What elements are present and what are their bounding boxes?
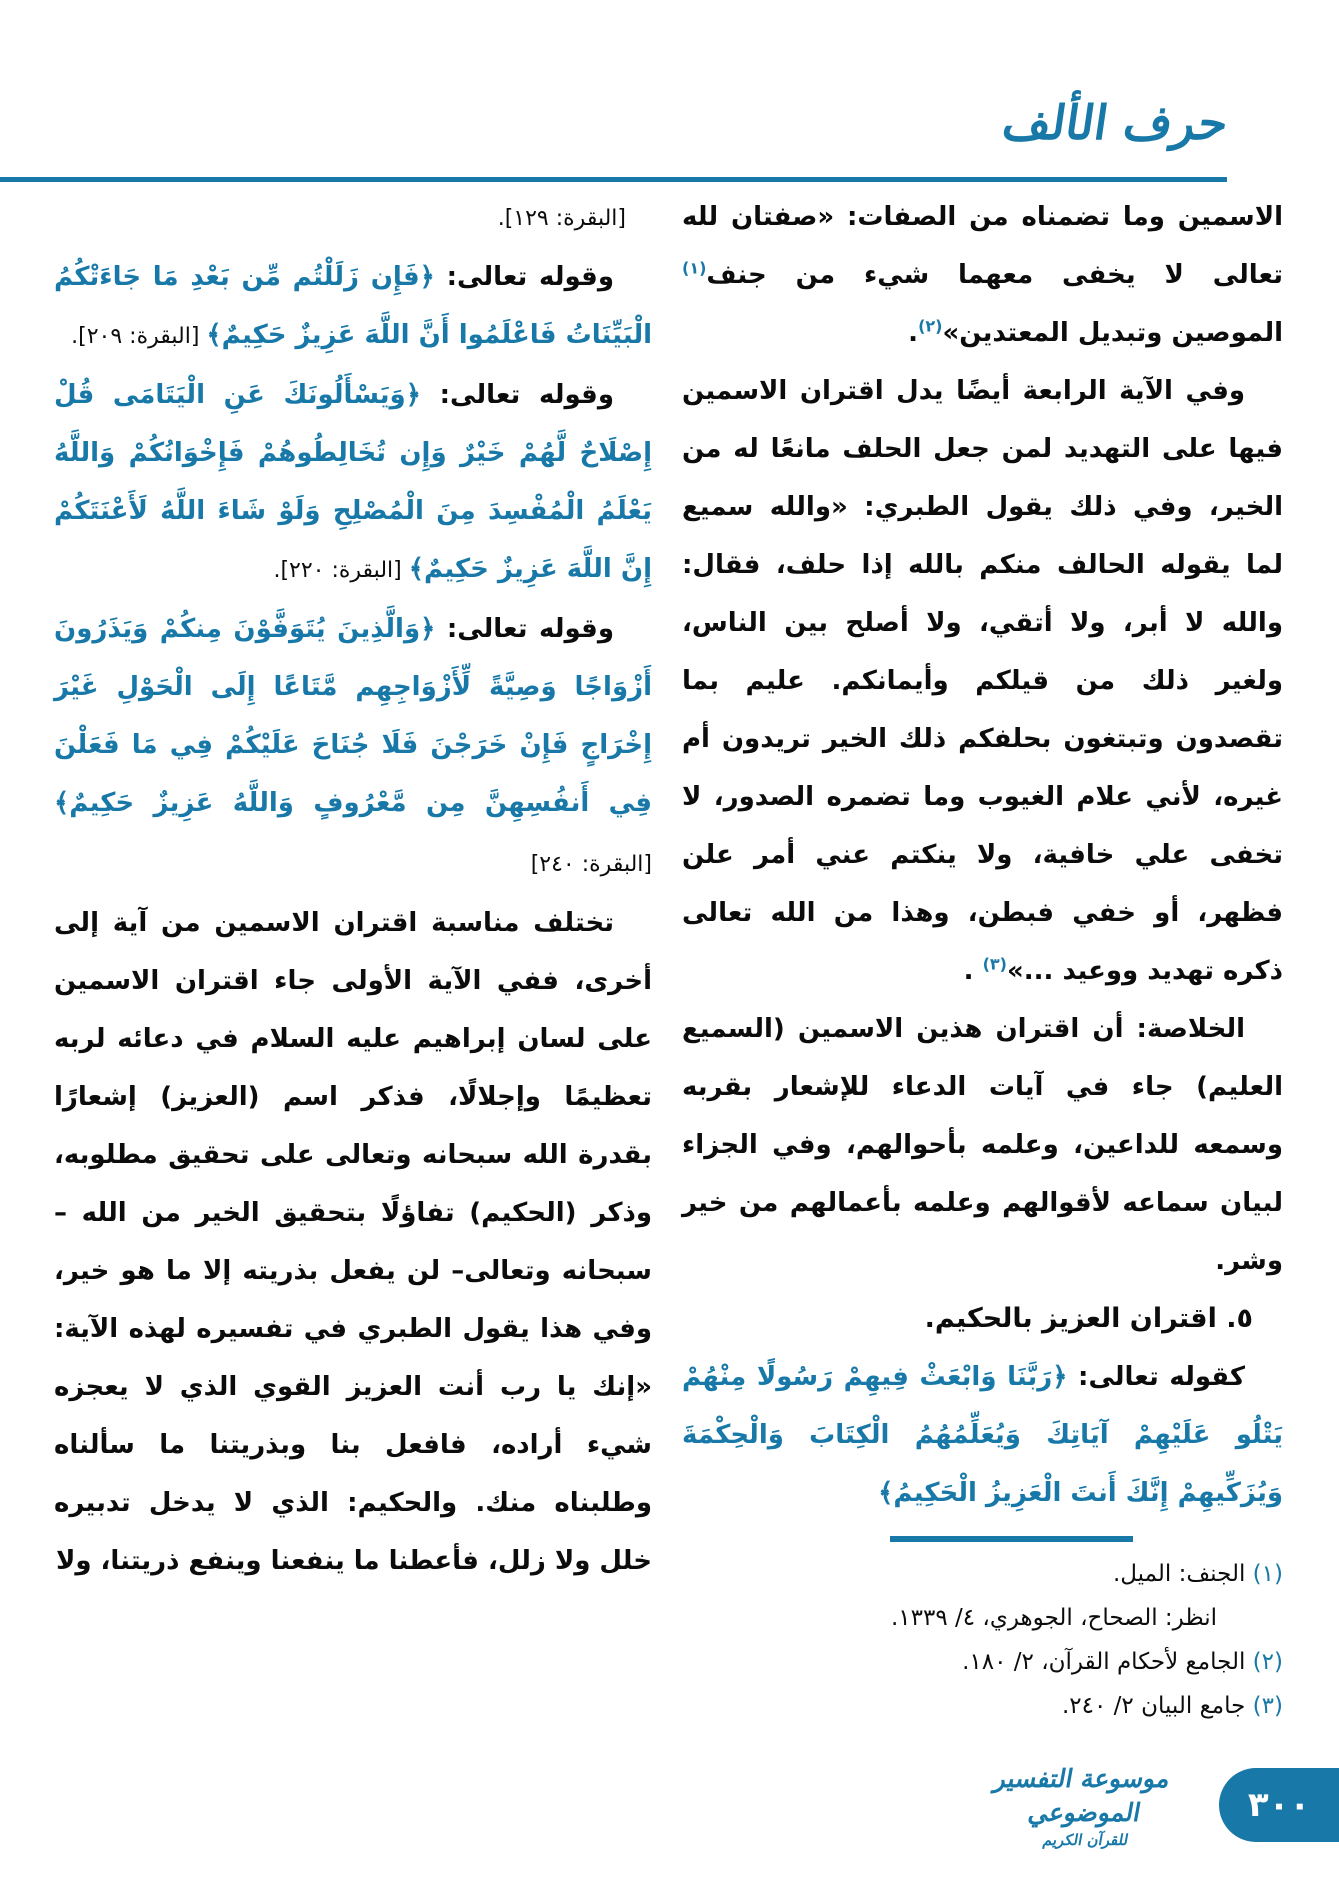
publisher-logo-line1: موسوعة التفسير الموضوعي (991, 1764, 1169, 1827)
paragraph (682, 188, 1283, 362)
publisher-logo-line2: للقرآن الكريم (1041, 1831, 1128, 1849)
footnote-text: الجامع لأحكام القرآن، ٢/ ١٨٠. (962, 1649, 1246, 1675)
body-text: . (963, 956, 983, 986)
verse-citation-line (54, 188, 652, 248)
body-text: وقوله تعالى: (434, 262, 614, 292)
quran-verse: ﴿رَبَّنَا وَابْعَثْ فِيهِمْ رَسُولًا مِنْهُمْ يَتْلُو عَلَيْهِمْ آيَاتِكَ وَيُعَلِّمُهُمُ الْكِتَابَ وَالْحِكْمَةَ وَيُزَكِّيهِمْ إِنَّكَ أَنتَ الْعَزِيزُ الْحَكِيمُ﴾ (682, 1362, 1283, 1508)
quran-verse: ﴿وَيَسْأَلُونَكَ عَنِ الْيَتَامَى قُلْ إِصْلَاحٌ لَّهُمْ خَيْرٌ وَإِن تُخَالِطُوهُمْ فَإِخْوَانُكُمْ وَاللَّهُ يَعْلَمُ الْمُفْسِدَ مِنَ الْمُصْلِحِ وَلَوْ شَاءَ اللَّهُ لَأَعْنَتَكُمْ إِنَّ اللَّهَ عَزِيزٌ حَكِيمٌ﴾ (54, 380, 652, 584)
footnote (682, 1552, 1283, 1596)
footnote (682, 1684, 1283, 1728)
section-heading: ٥. اقتران العزيز بالحكيم. (924, 1303, 1253, 1334)
footnote-text: جامع البيان ٢/ ٢٤٠. (1061, 1693, 1246, 1719)
body-text: الموصين وتبديل المعتدين» (942, 318, 1283, 348)
paragraph: تختلف مناسبة اقتران الاسمين من آية إلى أخرى، ففي الآية الأولى جاء اقتران الاسمين على لسان إبراهيم عليه السلام في دعائه لربه تعظيمًا وإجلالًا، فذكر اسم (العزيز) إشعارًا بقدرة الله سبحانه وتعالى على تحقيق مطلوبه، وذكر (الحكيم) تفاؤلًا بتحقيق الخير من الله – سبحانه وتعالى– لن يفعل بذريته إلا ما هو خير، وفي هذا يقول الطبري في تفسيره لهذه الآية: «إنك يا رب أنت العزيز القوي الذي لا يعجزه شيء أراده، فافعل بنا وبذريتنا ما سألناه وطلبناه منك. والحكيم: الذي لا يدخل تدبيره خلل ولا زلل، فأعطنا ما ينفعنا وينفع ذريتنا، ولا (54, 908, 652, 1576)
quran-verse: ﴿وَالَّذِينَ يُتَوَفَّوْنَ مِنكُمْ وَيَذَرُونَ أَزْوَاجًا وَصِيَّةً لِّأَزْوَاجِهِم مَّتَاعًا إِلَى الْحَوْلِ غَيْرَ إِخْرَاجٍ فَإِنْ خَرَجْنَ فَلَا جُنَاحَ عَلَيْكُمْ فِي مَا فَعَلْنَ فِي أَنفُسِهِنَّ مِن مَّعْرُوفٍ وَاللَّهُ عَزِيزٌ حَكِيمٌ﴾ (54, 614, 652, 818)
footnote-continuation: انظر: الصحاح، الجوهري، ٤/ ١٣٣٩. (890, 1605, 1217, 1631)
paragraph: الخلاصة: أن اقتران هذين الاسمين (السميع العليم) جاء في آيات الدعاء للإشعار بقربه وسمعه للداعين، وعلمه بأحوالهم، وفي الجزاء لبيان سماعه لأقوالهم وعلمه بأعمالهم من خير وشر. (682, 1014, 1283, 1276)
paragraph (682, 362, 1283, 1000)
paragraph (54, 248, 652, 366)
footnotes-separator (890, 1536, 1133, 1542)
publisher-logo (974, 1762, 1190, 1850)
verse-citation: [البقرة: ١٢٩]. (497, 206, 626, 231)
chapter-title: حرف الألف (996, 96, 1227, 151)
right-column (682, 188, 1283, 1728)
footnote-ref-3: (٣) (982, 954, 1007, 974)
paragraph (682, 1348, 1283, 1522)
body-text: وقوله تعالى: (435, 614, 614, 644)
quran-verse: ﴿فَإِن زَلَلْتُم مِّن بَعْدِ مَا جَاءَتْكُمُ الْبَيِّنَاتُ فَاعْلَمُوا أَنَّ اللَّهَ عَزِيزٌ حَكِيمٌ﴾ (54, 262, 652, 350)
footnote-ref-2: (٢) (918, 316, 943, 336)
body-text: كقوله تعالى: (1067, 1362, 1245, 1392)
footnote-ref-1: (١) (682, 258, 707, 278)
footnote-text: الجنف: الميل. (1112, 1561, 1246, 1587)
footnote-marker: (١) (1252, 1561, 1283, 1587)
footnotes (682, 1552, 1283, 1728)
left-column (54, 188, 652, 1590)
footnote (682, 1640, 1283, 1684)
footnote-marker: (٣) (1252, 1693, 1283, 1719)
header-rule (0, 177, 1227, 182)
page-number-badge: ٣٠٠ (1219, 1768, 1339, 1842)
body-text: . (908, 318, 919, 348)
body-text: وفي الآية الرابعة أيضًا يدل اقتران الاسمين فيها على التهديد لمن جعل الحلف مانعًا له من الخير، وفي ذلك يقول الطبري: «والله سميع لما يقوله الحالف منكم بالله إذا حلف، فقال: والله لا أبر، ولا أتقي، ولا أصلح بين الناس، ولغير ذلك من قيلكم وأيمانكم. عليم بما تقصدون وتبتغون بحلفكم ذلك الخير تريدون أم غيره، لأني علام الغيوب وما تضمره الصدور، لا تخفى علي خافية، ولا ينكتم عني أمر علن فظهر، أو خفي فبطن، وهذا من الله تعالى ذكره تهديد ووعيد ...» (682, 376, 1283, 986)
verse-citation: [البقرة: ٢٠٩]. (71, 324, 207, 349)
paragraph (54, 366, 652, 600)
verse-citation: [البقرة: ٢٢٠]. (273, 558, 409, 583)
verse-citation: [البقرة: ٢٤٠] (530, 852, 652, 877)
body-text: الاسمين وما تضمناه من الصفات: «صفتان لله تعالى لا يخفى معهما شيء من جنف (682, 202, 1283, 290)
footnote-marker: (٢) (1252, 1649, 1283, 1675)
paragraph (54, 600, 652, 894)
body-text: وقوله تعالى: (420, 380, 614, 410)
